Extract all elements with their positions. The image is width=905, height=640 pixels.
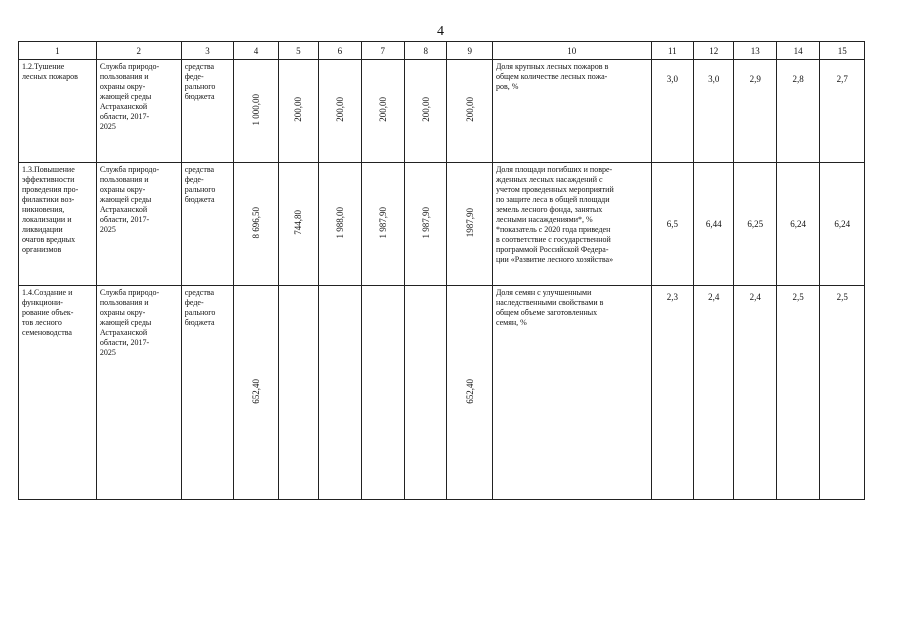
- executor: Служба природо- пользования и охраны окру- жающей среды Астраханской области, 2017- 2025: [96, 286, 181, 500]
- measure-name: 1.4.Создание и функциони- рование объек- тов лесного семеноводства: [19, 286, 97, 500]
- header-cell: 11: [651, 42, 693, 60]
- table-row: [19, 163, 865, 286]
- amount-year: 652,40: [464, 378, 475, 404]
- indicator-value: 3,0: [694, 60, 734, 163]
- indicator-value: 2,9: [734, 60, 776, 163]
- indicator-value: 6,44: [694, 163, 734, 286]
- header-cell: 12: [694, 42, 734, 60]
- table-row: [19, 286, 865, 500]
- indicator-description: Доля крупных лесных пожаров в общем количестве лесных пожа- ров, %: [492, 60, 651, 163]
- header-cell: 2: [96, 42, 181, 60]
- header-cell: 7: [361, 42, 404, 60]
- amount-year: 1 987,90: [420, 206, 431, 239]
- amount-year: 1 988,00: [334, 206, 345, 239]
- header-cell: 1: [19, 42, 97, 60]
- indicator-value: 2,7: [820, 60, 865, 163]
- amount-year: 744,80: [293, 210, 304, 235]
- funding-source: средства феде- рального бюджета: [181, 286, 234, 500]
- amount-year: 1 987,90: [377, 206, 388, 239]
- indicator-value: 2,4: [694, 286, 734, 500]
- header-cell: 9: [447, 42, 492, 60]
- measure-name: 1.3.Повышение эффективности проведения про- филактики воз- никновения, локализации и ликвидации очагов вредных организмов: [19, 163, 97, 286]
- program-table: [18, 41, 865, 500]
- funding-source: средства феде- рального бюджета: [181, 163, 234, 286]
- indicator-description: Доля семян с улучшенными наследственными свойствами в общем объеме заготовленных семян, %: [492, 286, 651, 500]
- amount-total: 652,40: [250, 378, 261, 404]
- amount-total: 8 696,50: [250, 206, 261, 239]
- amount-year: 200,00: [334, 97, 345, 122]
- indicator-value: 2,5: [776, 286, 819, 500]
- indicator-description: Доля площади погибших и повре- жденных лесных насаждений с учетом проведенных мероприятий по защите леса в общей площади земель лесного фонда, занятых лесными насаждениями*, % *показатель с 2020 года приведен в соответствие с государственной программой Российской Федера- ции «Развитие лесного хозяйства»: [492, 163, 651, 286]
- funding-source: средства феде- рального бюджета: [181, 60, 234, 163]
- executor: Служба природо- пользования и охраны окру- жающей среды Астраханской области, 2017- 2025: [96, 163, 181, 286]
- header-cell: 5: [278, 42, 318, 60]
- amount-year: 1987,90: [464, 207, 475, 238]
- header-cell: 13: [734, 42, 776, 60]
- amount-total: 1 000,00: [250, 93, 261, 126]
- indicator-value: 2,8: [776, 60, 819, 163]
- page-number: 4: [437, 24, 444, 39]
- header-cell: 4: [234, 42, 278, 60]
- indicator-value: 6,24: [776, 163, 819, 286]
- amount-year: 200,00: [377, 97, 388, 122]
- indicator-value: 3,0: [651, 60, 693, 163]
- amount-year: 200,00: [420, 97, 431, 122]
- header-cell: 3: [181, 42, 234, 60]
- indicator-value: 2,5: [820, 286, 865, 500]
- header-cell: 14: [776, 42, 819, 60]
- indicator-value: 6,5: [651, 163, 693, 286]
- amount-year: 200,00: [464, 97, 475, 122]
- header-cell: 6: [319, 42, 361, 60]
- table-row: [19, 60, 865, 163]
- indicator-value: 2,4: [734, 286, 776, 500]
- measure-name: 1.2.Тушение лесных пожаров: [19, 60, 97, 163]
- indicator-value: 6,25: [734, 163, 776, 286]
- amount-year: 200,00: [293, 97, 304, 122]
- indicator-value: 2,3: [651, 286, 693, 500]
- header-cell: 15: [820, 42, 865, 60]
- executor: Служба природо- пользования и охраны окру- жающей среды Астраханской области, 2017- 2025: [96, 60, 181, 163]
- header-cell: 8: [405, 42, 447, 60]
- indicator-value: 6,24: [820, 163, 865, 286]
- header-row: [19, 42, 865, 60]
- header-cell: 10: [492, 42, 651, 60]
